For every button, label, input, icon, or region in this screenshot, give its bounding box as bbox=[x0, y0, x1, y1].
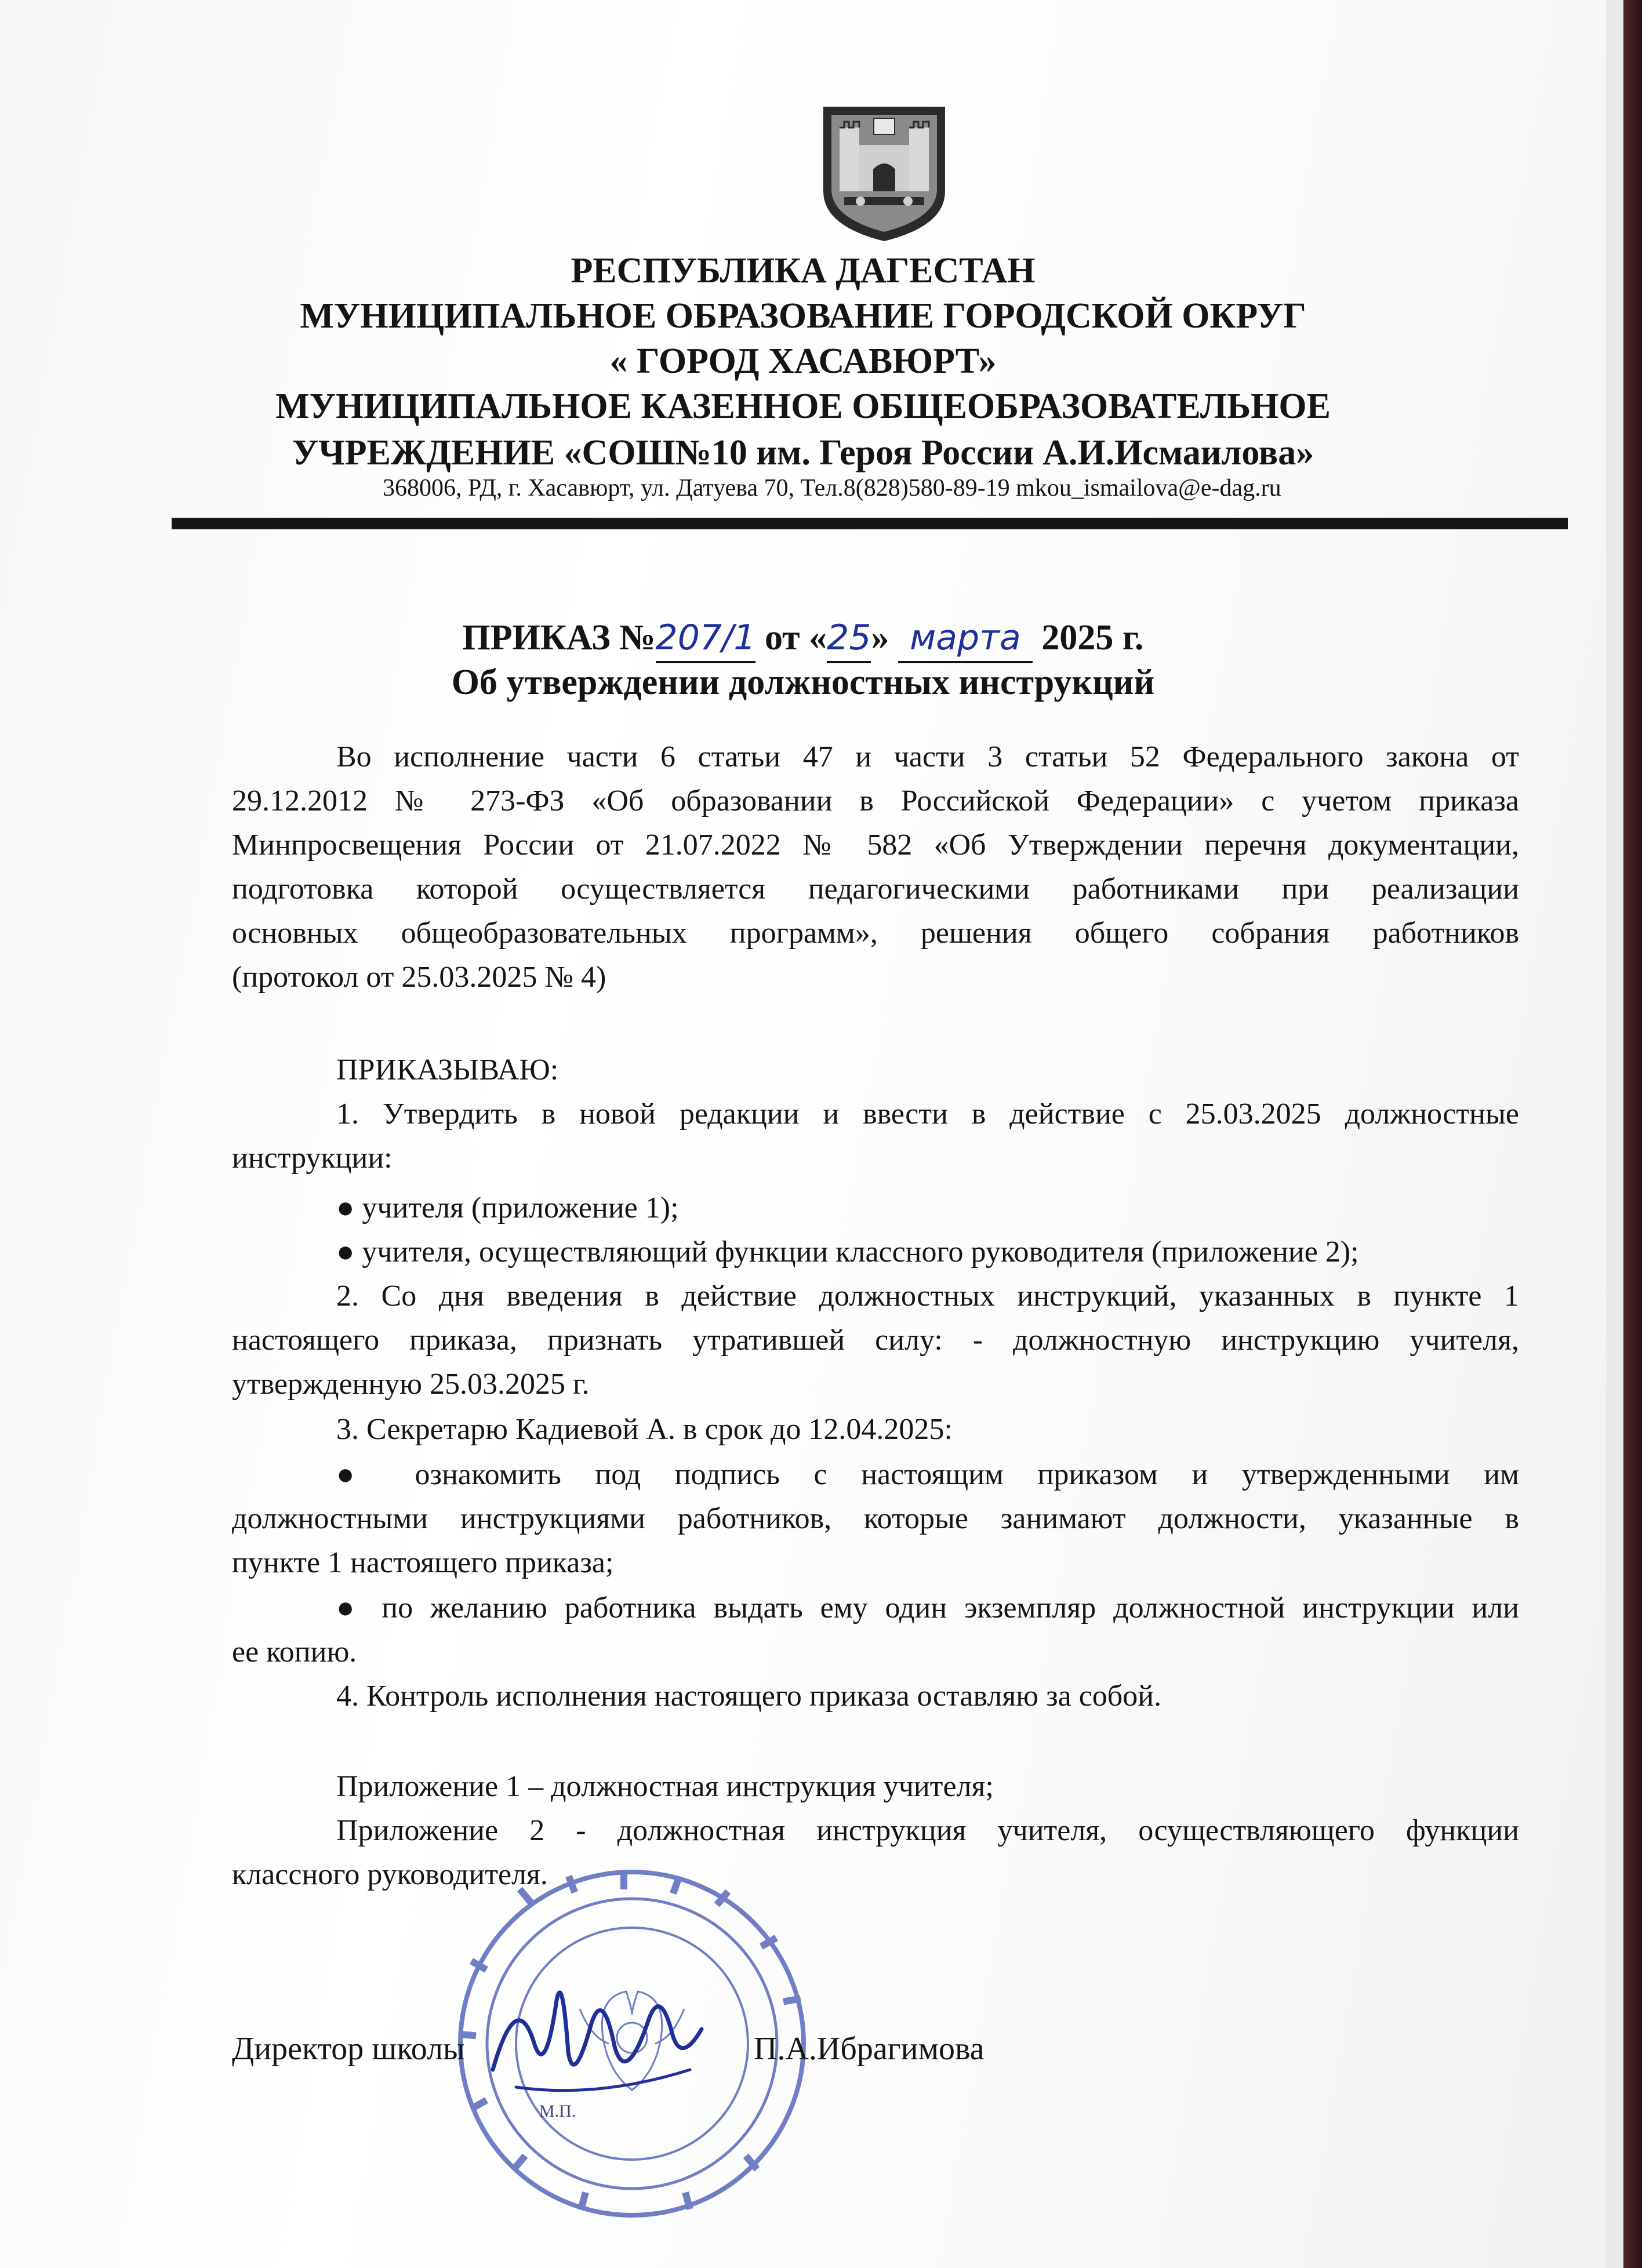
item-3-bullet-1-line: пункте 1 настоящего приказа; bbox=[232, 1546, 614, 1579]
order-subtitle: Об утверждении должностных инструкций bbox=[451, 663, 1155, 702]
appendix-1: Приложение 1 – должностная инструкция учителя; bbox=[336, 1770, 994, 1803]
item-2-line: 2. Со дня введения в действие должностных инструкций, указанных в пункте 1 bbox=[336, 1280, 1519, 1313]
item-4: 4. Контроль исполнения настоящего приказа оставляю за собой. bbox=[336, 1680, 1162, 1713]
item-3-bullet-1 bbox=[232, 1453, 1519, 1585]
preamble-paragraph bbox=[232, 735, 1519, 999]
preamble-line: Во исполнение части 6 статьи 47 и части 3 статьи 52 Федерального закона от bbox=[336, 740, 1519, 773]
orders-heading: ПРИКАЗЫВАЮ: bbox=[336, 1053, 559, 1086]
signature-title: Директор школы bbox=[232, 2031, 465, 2067]
preamble-line: Минпросвещения России от 21.07.2022 № 582 «Об Утверждении перечня документации, bbox=[232, 828, 1519, 862]
header-city: « ГОРОД ХАСАВЮРТ» bbox=[609, 341, 997, 381]
item-1-line: 1. Утвердить в новой редакции и ввести в действие с 25.03.2025 должностные bbox=[336, 1097, 1519, 1131]
header-address: 368006, РД, г. Хасавюрт, ул. Датуева 70, Тел.8(828)580-89-19 mkou_ismailova@e-dag.ru bbox=[383, 475, 1281, 501]
preamble-line: основных общеобразовательных программ», решения общего собрания работников bbox=[232, 917, 1519, 950]
order-year: 2025 г. bbox=[1032, 618, 1144, 657]
order-from: от « bbox=[755, 618, 827, 657]
preamble-line: 29.12.2012 № 273-ФЗ «Об образовании в Российской Федерации» с учетом приказа bbox=[232, 784, 1519, 817]
coat-of-arms-icon bbox=[819, 104, 950, 243]
signature-name: П.А.Ибрагимова bbox=[754, 2031, 985, 2067]
item-1 bbox=[232, 1092, 1519, 1180]
header-municipality: МУНИЦИПАЛЬНОЕ ОБРАЗОВАНИЕ ГОРОДСКОЙ ОКРУГ bbox=[300, 296, 1306, 336]
item-3-bullet-2-line: ● по желанию работника выдать ему один экземпляр должностной инструкции или bbox=[336, 1591, 1519, 1624]
item-1-bullet: ● учителя, осуществляющий функции классного руководителя (приложение 2); bbox=[336, 1235, 1359, 1269]
order-month: марта bbox=[909, 617, 1021, 658]
order-day: 25 bbox=[827, 617, 871, 658]
appendix-2-line: Приложение 2 - должностная инструкция учителя, осуществляющего функции bbox=[336, 1814, 1519, 1847]
header-republic: РЕСПУБЛИКА ДАГЕСТАН bbox=[571, 251, 1036, 290]
item-3-bullet-2-line: ее копию. bbox=[232, 1635, 357, 1669]
order-prefix: ПРИКАЗ № bbox=[462, 618, 656, 657]
item-3-bullet-2 bbox=[232, 1586, 1519, 1674]
order-number: 207/1 bbox=[655, 617, 756, 658]
header-divider bbox=[172, 518, 1568, 529]
item-3: 3. Секретарю Кадиевой А. в срок до 12.04.2025: bbox=[336, 1413, 953, 1446]
item-1-line: инструкции: bbox=[232, 1142, 393, 1175]
order-title bbox=[0, 615, 1606, 663]
item-2-line: настоящего приказа, признать утратившей силу: - должностную инструкцию учителя, bbox=[232, 1324, 1519, 1357]
header-institution-type: МУНИЦИПАЛЬНОЕ КАЗЕННОЕ ОБЩЕОБРАЗОВАТЕЛЬНОЕ bbox=[275, 387, 1331, 426]
header-institution-name: УЧРЕЖДЕНИЕ «СОШ№10 им. Героя России А.И.Исмаилова» bbox=[292, 433, 1314, 472]
preamble-line: подготовка которой осуществляется педагогическими работниками при реализации bbox=[232, 873, 1519, 906]
item-1-bullets bbox=[336, 1186, 1519, 1274]
item-3-bullet-1-line: должностными инструкциями работников, которые занимают должности, указанные в bbox=[232, 1502, 1519, 1535]
item-2 bbox=[232, 1274, 1519, 1406]
order-quote-close: » bbox=[871, 618, 898, 657]
appendix-2-line: классного руководителя. bbox=[232, 1858, 548, 1891]
appendix-2 bbox=[232, 1809, 1519, 1897]
preamble-line: (протокол от 25.03.2025 № 4) bbox=[232, 961, 606, 994]
item-3-bullet-1-line: ● ознакомить под подпись с настоящим приказом и утвержденными им bbox=[336, 1458, 1519, 1491]
item-1-bullet: ● учителя (приложение 1); bbox=[336, 1191, 679, 1224]
seal-place-label: М.П. bbox=[539, 2102, 576, 2121]
item-2-line: утвержденную 25.03.2025 г. bbox=[232, 1368, 590, 1401]
handwritten-signature bbox=[481, 1954, 713, 2116]
